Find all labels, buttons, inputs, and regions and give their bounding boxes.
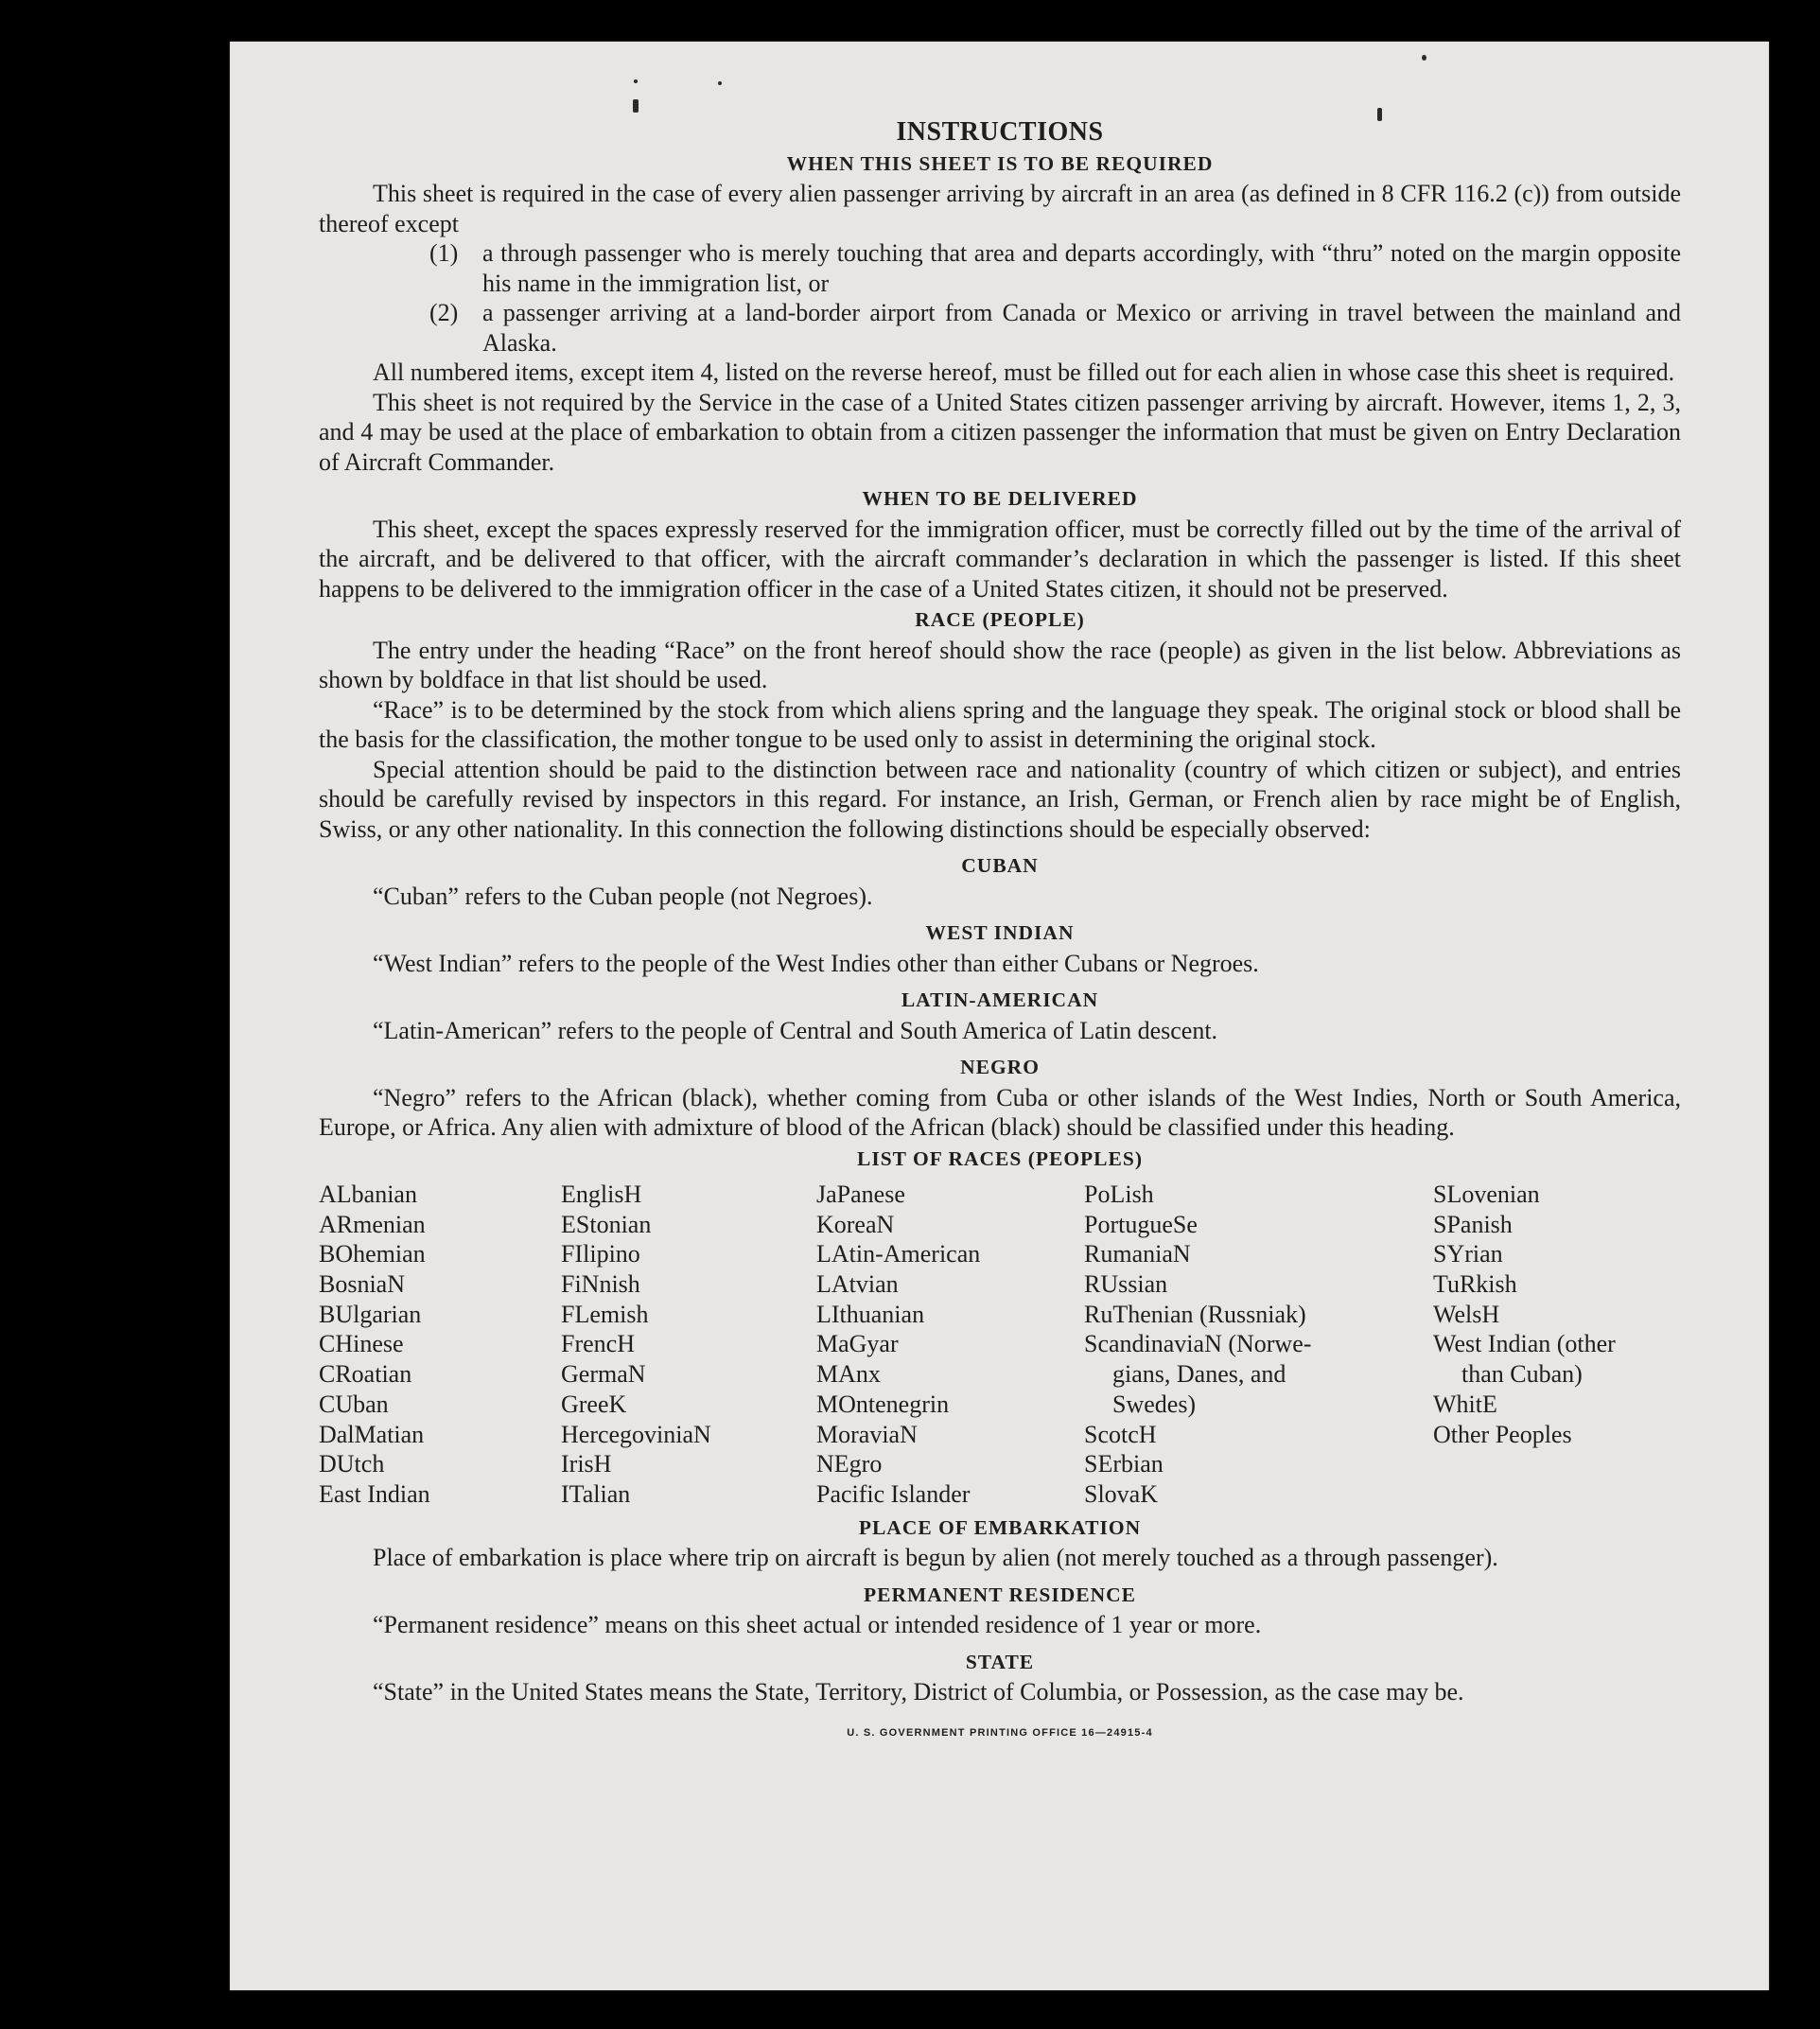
- race-entry: LIthuanian: [816, 1300, 925, 1328]
- paragraph-negro: “Negro” refers to the African (black), whether coming from Cuba or other islands of the West Indies, North or South America, Europe, or Africa. Any alien with admixture of blood of the African (black) should be classified under this heading.: [319, 1083, 1681, 1141]
- race-entry: SlovaK: [1084, 1479, 1158, 1508]
- race-entry: NEgro: [816, 1450, 883, 1478]
- race-entry: FiNnish: [561, 1270, 640, 1299]
- race-entry: BOhemian: [319, 1240, 426, 1268]
- heading-latin-american: LATIN-AMERICAN: [901, 988, 1099, 1011]
- paragraph-race-3: Special attention should be paid to the distinction between race and nationality (country of which citizen or subject), and entries should be carefully revised by inspectors in this regard. For instance, an Irish, German, or French alien by race might be of English, Swiss, or any other nationality. In this connection the following distinctions should be especially observed:: [319, 755, 1681, 843]
- race-entry: DUtch: [319, 1450, 385, 1478]
- race-entry: RUssian: [1084, 1270, 1168, 1299]
- heading-when-delivered: WHEN TO BE DELIVERED: [862, 487, 1138, 510]
- race-entry: FrencH: [561, 1330, 635, 1358]
- race-entry: Swedes): [1112, 1390, 1197, 1418]
- paragraph-required-intro: This sheet is required in the case of every alien passenger arriving by aircraft in an area (as defined in 8 CFR 116.2 (c)) from outside thereof except: [319, 180, 1681, 237]
- race-entry: FLemish: [561, 1300, 649, 1328]
- item-text: a passenger arriving at a land-border airport from Canada or Mexico or arriving in travel between the mainland and Alaska.: [482, 299, 1681, 357]
- race-entry: IrisH: [561, 1450, 612, 1478]
- page-title: INSTRUCTIONS: [896, 117, 1104, 147]
- race-entry: SErbian: [1084, 1450, 1164, 1478]
- paragraph-latin-american: “Latin-American” refers to the people of Central and South America of Latin descent.: [373, 1016, 1218, 1044]
- race-entry: ARmenian: [319, 1210, 426, 1238]
- race-entry: ScotcH: [1084, 1420, 1157, 1448]
- race-entry: WhitE: [1433, 1390, 1497, 1418]
- heading-west-indian: WEST INDIAN: [925, 921, 1075, 944]
- race-column-4: [1084, 1180, 1433, 1510]
- paragraph-west-indian: “West Indian” refers to the people of the West Indies other than either Cubans or Negroes.: [373, 949, 1259, 977]
- paragraph-delivered: This sheet, except the spaces expressly reserved for the immigration officer, must be correctly filled out by the time of the arrival of the aircraft, and be delivered to that officer, with the aircraft commander’s declaration in which the passenger is listed. If this sheet happens to be delivered to the immigration officer in the case of a United States citizen, it should not be preserved.: [319, 515, 1681, 603]
- race-entry: WelsH: [1433, 1300, 1500, 1328]
- race-entry: LAtin-American: [816, 1240, 981, 1268]
- race-entry: CRoatian: [319, 1360, 412, 1389]
- ink-speck: [633, 99, 639, 113]
- race-list: [319, 1180, 1681, 1510]
- race-entry: DalMatian: [319, 1420, 425, 1448]
- race-entry: ALbanian: [319, 1181, 417, 1208]
- race-entry: HercegoviniaN: [561, 1420, 711, 1448]
- race-entry: Other Peoples: [1433, 1420, 1572, 1448]
- paragraph-numbered-items: All numbered items, except item 4, listed on the reverse hereof, must be filled out for each alien in whose case this sheet is required.: [373, 359, 1675, 386]
- race-column-5: [1433, 1180, 1681, 1510]
- paragraph-race-2: “Race” is to be determined by the stock from which aliens spring and the language they speak. The original stock or blood shall be the basis for the classification, the mother tongue to be used only to assist in determining the original stock.: [319, 695, 1681, 753]
- instructions-content: [319, 112, 1681, 1748]
- race-entry: ScandinaviaN (Norwe-: [1084, 1330, 1312, 1358]
- item-number: (2): [429, 299, 459, 326]
- race-entry: gians, Danes, and: [1112, 1360, 1286, 1389]
- race-entry: than Cuban): [1461, 1360, 1583, 1389]
- race-entry: BUlgarian: [319, 1300, 422, 1328]
- race-entry: MAnx: [816, 1360, 881, 1389]
- exception-item-2: [429, 298, 1681, 358]
- race-entry: East Indian: [319, 1479, 430, 1508]
- ink-speck: [1422, 55, 1426, 61]
- heading-place-of-embarkation: PLACE OF EMBARKATION: [858, 1515, 1142, 1539]
- race-column-1: [319, 1180, 561, 1510]
- ink-speck: [718, 81, 722, 85]
- race-entry: GreeK: [561, 1390, 627, 1418]
- heading-negro: NEGRO: [960, 1056, 1040, 1078]
- heading-state: STATE: [965, 1650, 1035, 1673]
- printing-office-footer: U. S. GOVERNMENT PRINTING OFFICE 16—24915-4: [847, 1726, 1153, 1739]
- item-number: (1): [429, 239, 459, 267]
- race-entry: MOntenegrin: [816, 1390, 950, 1418]
- race-entry: PortugueSe: [1084, 1210, 1198, 1238]
- race-entry: CHinese: [319, 1330, 404, 1358]
- paragraph-embarkation: Place of embarkation is place where trip on aircraft is begun by alien (not merely touched as a through passenger).: [373, 1544, 1498, 1572]
- paragraph-citizen: This sheet is not required by the Service in the case of a United States citizen passenger arriving by aircraft. However, items 1, 2, 3, and 4 may be used at the place of embarkation to obtain from a citizen passenger the information that must be given on Entry Declaration of Aircraft Commander.: [319, 388, 1681, 476]
- race-entry: PoLish: [1084, 1181, 1154, 1208]
- race-entry: JaPanese: [816, 1181, 905, 1208]
- heading-list-of-races: LIST OF RACES (PEOPLES): [857, 1146, 1143, 1170]
- race-entry: SPanish: [1433, 1210, 1513, 1238]
- race-entry: RuThenian (Russniak): [1084, 1300, 1306, 1328]
- paragraph-cuban: “Cuban” refers to the Cuban people (not Negroes).: [373, 882, 873, 910]
- paragraph-state: “State” in the United States means the State, Territory, District of Columbia, or Possession, as the case may be.: [373, 1678, 1464, 1706]
- race-entry: Pacific Islander: [816, 1479, 971, 1508]
- race-entry: ITalian: [561, 1479, 631, 1508]
- race-entry: RumaniaN: [1084, 1240, 1191, 1268]
- race-entry: FIlipino: [561, 1240, 640, 1268]
- race-entry: CUban: [319, 1390, 389, 1418]
- heading-race: RACE (PEOPLE): [915, 608, 1085, 631]
- race-entry: EnglisH: [561, 1181, 642, 1208]
- race-column-2: [561, 1180, 816, 1510]
- paragraph-residence: “Permanent residence” means on this sheet actual or intended residence of 1 year or more.: [373, 1611, 1262, 1639]
- race-entry: TuRkish: [1433, 1270, 1517, 1299]
- exception-item-1: [429, 238, 1681, 298]
- race-entry: MaGyar: [816, 1330, 899, 1358]
- race-entry: MoraviaN: [816, 1420, 918, 1448]
- ink-speck: [634, 79, 638, 83]
- race-entry: SYrian: [1433, 1240, 1503, 1268]
- paragraph-race-1: The entry under the heading “Race” on the front hereof should show the race (people) as given in the list below. Abbreviations as shown by boldface in that list should be used.: [319, 636, 1681, 693]
- race-entry: BosniaN: [319, 1270, 405, 1299]
- race-entry: KoreaN: [816, 1210, 895, 1238]
- race-entry: West Indian (other: [1433, 1330, 1616, 1358]
- race-entry: GermaN: [561, 1360, 646, 1389]
- race-entry: EStonian: [561, 1210, 652, 1238]
- heading-cuban: CUBAN: [961, 854, 1039, 877]
- race-column-3: [816, 1180, 1084, 1510]
- race-entry: LAtvian: [816, 1270, 899, 1299]
- heading-permanent-residence: PERMANENT RESIDENCE: [864, 1583, 1136, 1606]
- heading-when-required: WHEN THIS SHEET IS TO BE REQUIRED: [786, 151, 1214, 175]
- race-entry: SLovenian: [1433, 1181, 1540, 1208]
- item-text: a through passenger who is merely touching that area and departs accordingly, with “thru” noted on the margin opposite his name in the immigration list, or: [482, 239, 1681, 297]
